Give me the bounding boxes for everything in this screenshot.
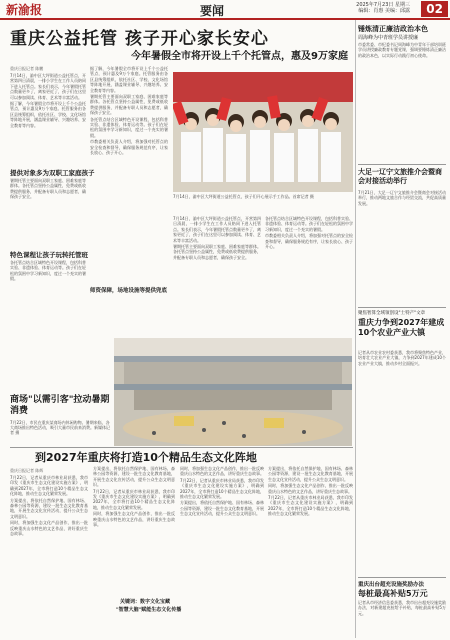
column-divider: [355, 20, 356, 638]
lead-subtitle-2: 特色课程让孩子玩转托管班: [10, 251, 88, 259]
right-banner: 聚焦智算全域领创设"土特产"文章: [358, 311, 426, 316]
right-subhead-1: 周海峰为中青班学员讲授廉: [358, 35, 419, 41]
lead-para-3b: 暑期托管主要面向双职工家庭、困难家庭等群体。各托管点坚持公益属性，免费或低收费提供服务，并配备专职人员和志愿者，确保孩子安全。: [90, 94, 168, 116]
culture-para-3: 同时，将加强生态文化产品创作，推出一批反映重庆山水特色的文艺作品，讲好重庆生态故事。: [10, 520, 88, 537]
culture-column-3: [180, 466, 264, 636]
lead-para-4d: 各托管点结合区域特色开设课程，包括科普实验、非遗体验、体育运动等。孩子们在轻松的氛围中学习新知识，度过一个充实的暑假。: [265, 216, 353, 232]
right-headline-2: 大足一辽宁文旅推介会暨商会对接活动举行: [358, 168, 442, 185]
culture-subtitle-1: 关键词：数字文化宝藏: [120, 599, 171, 605]
culture-para-2: 方案提出，将依托自然保护地、国有林场、森林公园等资源，建设一批生态文化教育基地，开展生态文化宣传活动，提升公众生态文明意识。: [10, 497, 88, 519]
culture-byline: 重庆日报记者 陈辉: [10, 468, 44, 473]
right-headline-4: 重庆出台超充设施奖励办法: [358, 582, 425, 588]
newspaper-logo: 新渝报: [6, 3, 43, 17]
culture-para-2c: 方案提出，将依托自然保护地、国有林场、森林公园等资源，建设一批生态文化教育基地，开展生态文化宣传活动，提升公众生态文明意识。: [180, 500, 264, 517]
culture-para-2d: 方案提出，将依托自然保护地、国有林场、森林公园等资源，建设一批生态文化教育基地，开展生态文化宣传活动，提升公众生态文明意识。: [268, 466, 353, 482]
culture-para-1d: 7月22日，记者从重庆市林业局获悉，我市印发《重庆市生态文化建设实施方案》，明确到2027年，全市将打造10个精品生态文化阵地，推动生态文化繁荣发展。: [268, 495, 353, 517]
right-headline-3: 重庆力争到2027年建成10个农业产业大镇: [358, 318, 445, 337]
lead-para-5d: 市教委相关负责人介绍，将加强对托管点的安全检查和督导，确保服务规范有序，让家长放心、孩子开心。: [265, 233, 353, 250]
date-line: 2025年7月23日 星期三: [356, 2, 410, 8]
lead-para-4: 各托管点结合区域特色开设课程，包括科普实验、非遗体验、体育运动等。孩子们在轻松的氛围中学习新知识，度过一个充实的暑假。: [10, 260, 86, 282]
divider-line: [10, 447, 353, 448]
edition-info: [356, 2, 410, 14]
children-photo-caption: 7月14日，渝中区大坪街道公益托管点，孩子们开心展示手工作品。首席记者 摄: [173, 194, 314, 199]
lead-subhead: 今年暑假全市将开设上千个托管点，惠及9万家庭: [131, 51, 348, 62]
right-divider-3: [358, 577, 446, 578]
culture-para-1: 7月22日，记者从重庆市林业局获悉，我市印发《重庆市生态文化建设实施方案》，明确到2027年，全市将打造10个精品生态文化阵地，推动生态文化繁荣发展。: [10, 475, 88, 497]
masthead: [0, 0, 450, 20]
lead-column-1b: [10, 178, 86, 248]
culture-para-1c: 7月22日，记者从重庆市林业局获悉，我市印发《重庆市生态文化建设实施方案》，明确到2027年，全市将打造10个精品生态文化阵地，推动生态文化繁荣发展。: [180, 477, 264, 500]
right-body-1: 市委常委、市纪委书记周海峰为中青年干部培训班学员讲授廉政教育专题党课，强调要锤炼清正廉洁的政治本色，以实际行动践行初心使命。: [358, 42, 446, 58]
right-body-4: 记者从市经济信息委获悉，我市出台超充设施奖励办法，对新建超充桩给予补贴，每桩最高补贴5万元。: [358, 600, 446, 616]
culture-para-3c: 同时，将加强生态文化产品创作，推出一批反映重庆山水特色的文艺作品，讲好重庆生态故事。: [180, 466, 264, 477]
lead-para-3: 暑期托管主要面向双职工家庭、困难家庭等群体。各托管点坚持公益属性，免费或低收费提供服务，并配备专职人员和志愿者，确保孩子安全。: [10, 178, 86, 200]
lead-para-1: 7月14日，渝中区大坪街道公益托管点，开营第四日清晨，一排小学生在工作人员陪同下进入托管点。家长们表示，今年暑假托管点数量更多了，离家更近了，孩子们在这里可以参加阅读、体育、艺术等丰富活动。: [10, 73, 86, 100]
mall-photo: [114, 338, 352, 446]
culture-para-1b: 7月22日，记者从重庆市林业局获悉，我市印发《重庆市生态文化建设实施方案》，明确到2027年，全市将打造10个精品生态文化阵地，推动生态文化繁荣发展。: [93, 488, 175, 510]
right-headline-1: 锤炼清正廉洁政治本色: [358, 25, 428, 33]
lead-para-1c: 7月14日，渝中区大坪街道公益托管点，开营第四日清晨，一排小学生在工作人员陪同下进入托管点。家长们表示，今年暑假托管点数量更多了，离家更近了，孩子们在这里可以参加阅读、体育、艺术等丰富活动。: [173, 216, 261, 243]
lead-subtitle-3: 师资保障，场地设施等提供兜底: [90, 288, 168, 294]
mall-headline: 商场"以需引客"拉动暑期消费: [10, 395, 110, 416]
section-title: 要闻: [200, 4, 225, 18]
lead-byline: 重庆日报记者 陈鹏: [10, 66, 44, 71]
children-photo: [173, 72, 353, 192]
lead-para-2b: 据了解，今年暑假全市将开设上千个公益托管点，预计惠及9万个家庭。托管服务由各区县统筹组织，依托社区、学校、文化场馆等阵地开展，涵盖课业辅导、兴趣培养、安全教育等内容。: [90, 66, 168, 93]
culture-para-2b: 方案提出，将依托自然保护地、国有林场、森林公园等资源，建设一批生态文化教育基地，开展生态文化宣传活动，提升公众生态文明意识。: [93, 466, 175, 488]
lead-column-3: [173, 216, 261, 336]
lead-column-4: [265, 216, 353, 336]
right-divider-1: [358, 164, 446, 165]
lead-para-2: 据了解，今年暑假全市将开设上千个公益托管点，预计惠及9万个家庭。托管服务由各区县统筹组织，依托社区、学校、文化场馆等阵地开展，涵盖课业辅导、兴趣培养、安全教育等内容。: [10, 101, 86, 128]
lead-para-3c: 暑期托管主要面向双职工家庭、困难家庭等群体。各托管点坚持公益属性，免费或低收费提供服务，并配备专职人员和志愿者，确保孩子安全。: [173, 244, 261, 260]
culture-headline: 到2027年重庆将打造10个精品生态文化阵地: [35, 451, 257, 464]
lead-column-1: [10, 73, 86, 173]
lead-para-5b: 市教委相关负责人介绍，将加强对托管点的安全检查和督导，确保服务规范有序，让家长放心、孩子开心。: [90, 139, 168, 156]
right-divider-2: [358, 307, 446, 308]
culture-column-4: [268, 466, 353, 636]
right-body-3: 记者从市农业农村委获悉，我市将聚焦特色产业，培育壮大农业产业大镇，力争到2027年建成10个农业产业大镇，推动乡村全面振兴。: [358, 350, 446, 366]
culture-subtitle-2: "智慧大脑"赋能生态文化传播: [116, 607, 182, 613]
lead-headline: 重庆公益托管 孩子开心家长安心: [10, 29, 269, 49]
page-number: 02: [421, 1, 448, 17]
mall-caption: 7月22日，市民在重庆某商场内休闲购物。暑期来临，各大商场推出特色活动，吸引大量市民前来消费。新媒体记者 摄: [10, 420, 110, 435]
lead-column-2: [90, 66, 168, 336]
editor-line: 编辑：肖惠 美编：邱露: [358, 8, 410, 14]
lead-para-4b: 各托管点结合区域特色开设课程，包括科普实验、非遗体验、体育运动等。孩子们在轻松的氛围中学习新知识，度过一个充实的暑假。: [90, 116, 168, 138]
right-body-2: 7月21日，大足一辽宁文旅推介会暨商会对接活动举行，推动两地文旅合作与经贸交流，共促高质量发展。: [358, 190, 446, 206]
right-headline-5: 每桩最高补贴5万元: [358, 589, 428, 598]
right-column: [358, 20, 446, 638]
culture-para-3b: 同时，将加强生态文化产品创作，推出一批反映重庆山水特色的文艺作品，讲好重庆生态故事。: [93, 511, 175, 528]
culture-para-3d: 同时，将加强生态文化产品创作，推出一批反映重庆山水特色的文艺作品，讲好重庆生态故事。: [268, 483, 353, 494]
lead-column-1c: [10, 260, 86, 335]
lead-subtitle-1: 提供对象多为双职工家庭孩子: [10, 169, 95, 177]
culture-column-1: [10, 475, 88, 635]
